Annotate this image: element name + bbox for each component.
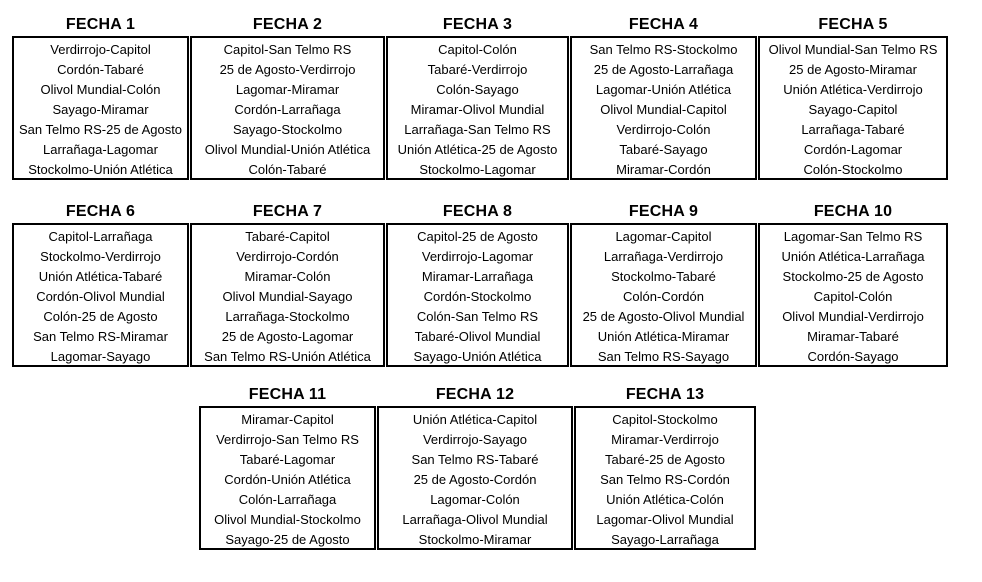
match-row: Lagomar-Unión Atlética (595, 82, 732, 97)
match-row: Unión Atlética-Tabaré (38, 269, 163, 284)
fecha-1-title: FECHA 1 (65, 16, 136, 33)
match-row: Sayago-Larrañaga (611, 532, 719, 547)
fecha-6-box (12, 223, 189, 367)
match-row: San Telmo RS-Miramar (33, 329, 168, 344)
match-row: Olivol Mundial-Verdirrojo (782, 309, 924, 324)
fecha-9-title: FECHA 9 (628, 203, 699, 220)
fecha-8 (386, 201, 569, 367)
match-row: Capitol-Larrañaga (48, 229, 153, 244)
fecha-11 (199, 384, 376, 550)
match-row: San Telmo RS-Stockolmo (589, 42, 738, 57)
match-row: 25 de Agosto-Miramar (789, 62, 917, 77)
match-row: Miramar-Larrañaga (421, 269, 534, 284)
match-row: Verdirrojo-Lagomar (421, 249, 534, 264)
match-row: Capitol-San Telmo RS (223, 42, 352, 57)
fecha-6 (12, 201, 189, 367)
fecha-3-box (386, 36, 569, 180)
fecha-1 (12, 14, 189, 180)
match-row: Stockolmo-Tabaré (611, 269, 716, 284)
match-row: Verdirrojo-Colón (616, 122, 711, 137)
fecha-3-title: FECHA 3 (442, 16, 513, 33)
match-row: Larrañaga-Lagomar (43, 142, 158, 157)
match-row: Stockolmo-25 de Agosto (782, 269, 924, 284)
match-row: Miramar-Capitol (241, 412, 334, 427)
match-row: Unión Atlética-Colón (606, 492, 724, 507)
match-row: Tabaré-Olivol Mundial (414, 329, 541, 344)
match-row: San Telmo RS-Unión Atlética (204, 349, 371, 364)
fecha-2-box (190, 36, 385, 180)
match-row: Verdirrojo-San Telmo RS (216, 432, 359, 447)
match-row: Colón-Tabaré (248, 162, 327, 177)
fecha-10-box (758, 223, 948, 367)
match-row: Lagomar-Capitol (615, 229, 712, 244)
match-row: Lagomar-San Telmo RS (783, 229, 923, 244)
match-row: Miramar-Colón (244, 269, 331, 284)
fecha-5-box (758, 36, 948, 180)
fecha-13 (574, 384, 756, 550)
match-row: Cordón-Sayago (807, 349, 899, 364)
fecha-2-title: FECHA 2 (252, 16, 323, 33)
match-row: Verdirrojo-Sayago (422, 432, 528, 447)
match-row: Stockolmo-Verdirrojo (40, 249, 161, 264)
fecha-5-title: FECHA 5 (818, 16, 888, 33)
match-row: 25 de Agosto-Olivol Mundial (582, 309, 745, 324)
match-row: San Telmo RS-Cordón (600, 472, 730, 487)
match-row: Sayago-Capitol (808, 102, 898, 117)
match-row: San Telmo RS-Sayago (597, 349, 730, 364)
match-row: Cordón-Olivol Mundial (36, 289, 165, 304)
fecha-1-box (12, 36, 189, 180)
match-row: San Telmo RS-25 de Agosto (18, 122, 183, 137)
fecha-11-title: FECHA 11 (248, 386, 327, 403)
match-row: Tabaré-Lagomar (239, 452, 336, 467)
match-row: Colón-Sayago (436, 82, 519, 97)
fecha-12-box (377, 406, 573, 550)
fecha-6-title: FECHA 6 (65, 203, 136, 220)
fecha-8-title: FECHA 8 (442, 203, 513, 220)
match-row: Unión Atlética-25 de Agosto (397, 142, 558, 157)
match-row: Verdirrojo-Cordón (236, 249, 339, 264)
match-row: Olivol Mundial-Stockolmo (214, 512, 361, 527)
match-row: Colón-25 de Agosto (43, 309, 158, 324)
match-row: Verdirrojo-Capitol (50, 42, 151, 57)
fecha-7 (190, 201, 385, 367)
match-row: San Telmo RS-Tabaré (411, 452, 539, 467)
fecha-8-box (386, 223, 569, 367)
match-row: Stockolmo-Miramar (418, 532, 532, 547)
fecha-4-title: FECHA 4 (628, 16, 699, 33)
match-row: Olivol Mundial-Capitol (600, 102, 727, 117)
fecha-10-title: FECHA 10 (813, 203, 893, 220)
match-row: Larrañaga-Stockolmo (225, 309, 350, 324)
match-row: Larrañaga-Olivol Mundial (402, 512, 548, 527)
match-row: Capitol-Stockolmo (612, 412, 718, 427)
match-row: Unión Atlética-Miramar (597, 329, 730, 344)
match-row: Sayago-25 de Agosto (225, 532, 350, 547)
match-row: Tabaré-25 de Agosto (605, 452, 725, 467)
fecha-4-box (570, 36, 757, 180)
match-row: Cordón-Tabaré (57, 62, 144, 77)
match-row: Sayago-Stockolmo (232, 122, 343, 137)
match-row: Cordón-Unión Atlética (224, 472, 351, 487)
fecha-11-box (199, 406, 376, 550)
fecha-12 (377, 384, 573, 550)
match-row: 25 de Agosto-Lagomar (221, 329, 354, 344)
match-row: Olivol Mundial-Unión Atlética (204, 142, 371, 157)
match-row: 25 de Agosto-Verdirrojo (219, 62, 356, 77)
match-row: Stockolmo-Unión Atlética (28, 162, 173, 177)
match-row: Colón-Cordón (623, 289, 704, 304)
fecha-7-title: FECHA 7 (252, 203, 323, 220)
match-row: Miramar-Cordón (616, 162, 711, 177)
match-row: Colón-Larrañaga (238, 492, 337, 507)
fecha-13-box (574, 406, 756, 550)
fecha-9-box (570, 223, 757, 367)
match-row: Sayago-Miramar (52, 102, 149, 117)
match-row: Larrañaga-San Telmo RS (404, 122, 551, 137)
fecha-7-box (190, 223, 385, 367)
match-row: Lagomar-Miramar (235, 82, 340, 97)
fecha-5 (758, 14, 948, 180)
match-row: Cordón-Lagomar (803, 142, 903, 157)
match-row: Tabaré-Capitol (245, 229, 330, 244)
match-row: Miramar-Verdirrojo (611, 432, 719, 447)
match-row: Capitol-Colón (438, 42, 517, 57)
match-row: Colón-San Telmo RS (416, 309, 539, 324)
fecha-4 (570, 14, 757, 180)
match-row: Capitol-25 de Agosto (417, 229, 538, 244)
match-row: Olivol Mundial-Sayago (222, 289, 353, 304)
match-row: Colón-Stockolmo (803, 162, 903, 177)
match-row: Unión Atlética-Capitol (412, 412, 538, 427)
match-row: Lagomar-Olivol Mundial (596, 512, 734, 527)
match-row: Unión Atlética-Larrañaga (781, 249, 925, 264)
match-row: Miramar-Tabaré (807, 329, 899, 344)
match-row: Sayago-Unión Atlética (413, 349, 542, 364)
match-row: Cordón-Stockolmo (423, 289, 532, 304)
match-row: Cordón-Larrañaga (234, 102, 341, 117)
fecha-9 (570, 201, 757, 367)
match-row: Capitol-Colón (813, 289, 893, 304)
fecha-12-title: FECHA 12 (435, 386, 515, 403)
match-row: Tabaré-Verdirrojo (427, 62, 528, 77)
match-row: Tabaré-Sayago (619, 142, 708, 157)
fecha-2 (190, 14, 385, 180)
match-row: 25 de Agosto-Larrañaga (593, 62, 734, 77)
match-row: Miramar-Olivol Mundial (410, 102, 545, 117)
match-row: Lagomar-Colón (430, 492, 520, 507)
match-row: Unión Atlética-Verdirrojo (783, 82, 923, 97)
fecha-3 (386, 14, 569, 180)
match-row: Larrañaga-Tabaré (801, 122, 905, 137)
match-row: Lagomar-Sayago (50, 349, 151, 364)
match-row: Stockolmo-Lagomar (419, 162, 536, 177)
match-row: Olivol Mundial-Colón (40, 82, 161, 97)
fecha-10 (758, 201, 948, 367)
match-row: 25 de Agosto-Cordón (413, 472, 537, 487)
fecha-13-title: FECHA 13 (625, 386, 705, 403)
match-row: Olivol Mundial-San Telmo RS (768, 42, 938, 57)
match-row: Larrañaga-Verdirrojo (603, 249, 724, 264)
